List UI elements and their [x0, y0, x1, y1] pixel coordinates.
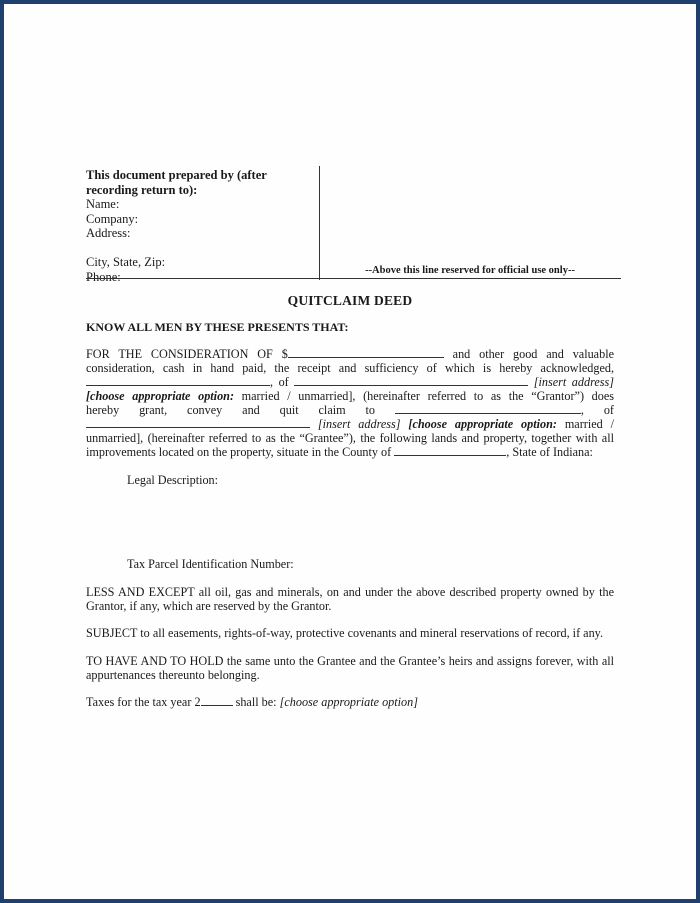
consideration-line-3: [86, 375, 614, 389]
grantee-name-blank[interactable]: [395, 403, 581, 414]
grantor-name-blank[interactable]: [86, 375, 270, 386]
legal-description-label: Legal Description:: [127, 473, 219, 487]
option-hint: [choose appropriate option]: [279, 695, 418, 709]
insert-address-hint: [insert address]: [317, 417, 401, 431]
reserved-notice: --Above this line reserved for official use only--: [365, 265, 575, 276]
grantor-status-text: married / unmarried], (hereinafter referred to as the “Grantor”) does: [241, 389, 615, 403]
consideration-line-6: [86, 417, 614, 431]
name-label: Name:: [86, 197, 120, 212]
amount-blank[interactable]: [288, 347, 444, 358]
taxes-line: [86, 695, 418, 709]
taxes-text: Taxes for the tax year 2: [86, 695, 201, 709]
less-and-except-clause: LESS AND EXCEPT all oil, gas and minerals, on and under the above described property owned by the Grantor, if any, which are reserved by the Grantor.: [86, 585, 614, 614]
of-text: , of: [270, 375, 289, 389]
consideration-line-8: [86, 445, 593, 459]
consideration-text: consideration, cash in hand paid, the receipt and sufficiency of which is hereby acknowledged,: [86, 361, 614, 375]
recording-line: [86, 278, 621, 279]
grant-text: hereby grant, convey and quit claim to: [86, 403, 375, 417]
blank-spacer: [86, 241, 318, 255]
deed-title: QUITCLAIM DEED: [287, 293, 413, 308]
state-text: , State of Indiana:: [506, 445, 593, 459]
city-state-zip-label: City, State, Zip:: [86, 254, 166, 269]
grantee-status-text: unmarried], (hereinafter referred to as the “Grantee”), the following lands and property, together with all: [86, 431, 614, 445]
county-text: improvements located on the property, situate in the County of: [86, 445, 392, 459]
preparer-block: [86, 168, 318, 284]
insert-address-hint: [insert address]: [533, 375, 615, 389]
prepared-by-heading: This document prepared by (after recording return to):: [86, 168, 267, 197]
address-label: Address:: [86, 226, 131, 241]
habendum-clause: TO HAVE AND TO HOLD the same unto the Grantee and the Grantee’s heirs and assigns forever, with all appurtenances thereunto belonging.: [86, 654, 614, 683]
consideration-line-1: [86, 347, 614, 361]
consideration-text-b: and other good and valuable: [452, 347, 614, 361]
subject-clause: SUBJECT to all easements, rights-of-way, protective covenants and mineral reservations of record, if any.: [86, 626, 604, 640]
consideration-line-7: [86, 431, 614, 445]
recording-box-divider: [319, 166, 320, 280]
consideration-line-4: [86, 389, 614, 403]
grantor-address-blank[interactable]: [294, 375, 528, 386]
tax-year-blank[interactable]: [201, 695, 233, 706]
intro-clause: KNOW ALL MEN BY THESE PRESENTS THAT:: [86, 320, 349, 334]
tax-parcel-label: Tax Parcel Identification Number:: [127, 557, 294, 571]
shall-be-text: shall be:: [235, 695, 277, 709]
grantee-address-blank[interactable]: [86, 417, 310, 428]
married-text: married /: [564, 417, 615, 431]
option-hint: [choose appropriate option:: [86, 389, 235, 403]
consideration-text-a: FOR THE CONSIDERATION OF $: [86, 347, 288, 361]
consideration-line-2: [86, 361, 614, 375]
phone-label: Phone:: [86, 269, 121, 284]
option-hint: [choose appropriate option:: [408, 417, 557, 431]
consideration-line-5: [86, 403, 614, 417]
county-blank[interactable]: [394, 445, 506, 456]
of-text: , of: [580, 403, 614, 417]
company-label: Company:: [86, 211, 139, 226]
